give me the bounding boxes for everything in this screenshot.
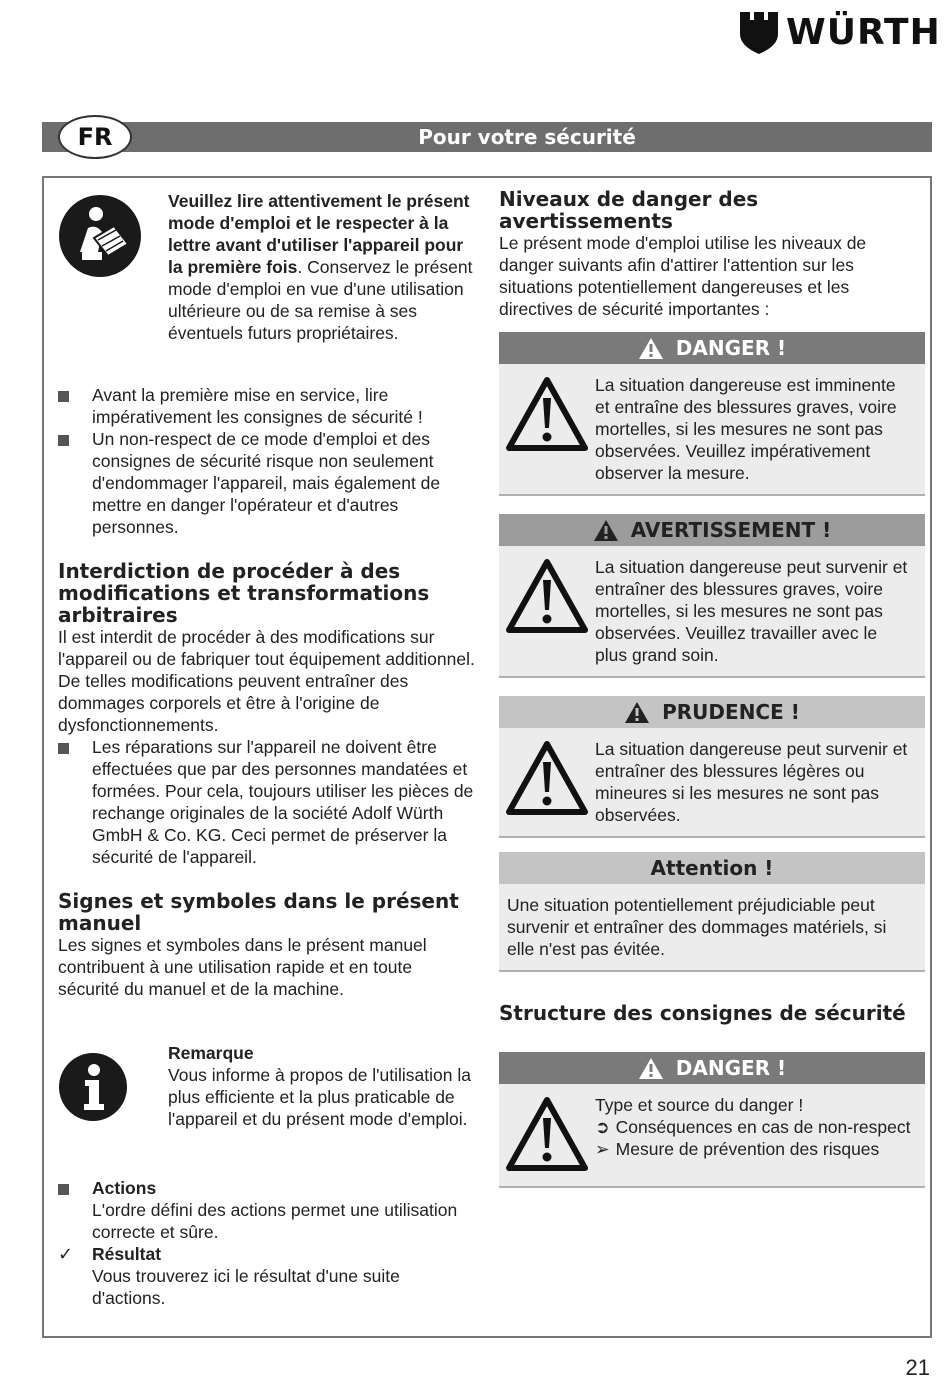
warning-triangle-icon [505, 558, 589, 634]
symbols-text: Les signes et symboles dans le présent manuel contribuent à une utilisation rapide et en toute sécurité du manuel et de la machine. [58, 935, 427, 999]
prevention-text: Mesure de prévention des risques [615, 1139, 880, 1159]
symbols-heading: Signes et symboles dans le présent manuel [58, 889, 459, 935]
section-header-bar [42, 122, 932, 152]
structure-danger-body [499, 1084, 925, 1188]
warning-triangle-icon [624, 701, 650, 724]
modifications-text: Il est interdit de procéder à des modifications sur l'appareil ou de fabriquer tout équipement additionnel. De telles modifications peuvent entraîner des dommages corporels et être à l'origine de dysfonctionnements. [58, 627, 475, 735]
attention-body [499, 884, 925, 972]
attention-box [499, 852, 925, 972]
attention-description: Une situation potentiellement préjudiciable peut survenir et entraîner des dommages matériels, si elle n'est pas évitée. [507, 895, 887, 959]
note-description: Vous informe à propos de l'utilisation la plus efficiente et la plus praticable de l'appareil et du présent mode d'emploi. [168, 1065, 471, 1129]
structure-danger-header [499, 1052, 925, 1084]
right-column [499, 188, 925, 1188]
caution-body [499, 728, 925, 838]
intro-text [168, 190, 478, 344]
caution-description: La situation dangereuse peut survenir et entraîner des blessures légères ou mineures si les mesures ne sont pas observées. [595, 739, 908, 825]
result-item [58, 1243, 478, 1309]
checkmark-icon: ✓ [58, 1244, 74, 1264]
list-item: Avant la première mise en service, lire impérativement les consignes de sécurité ! [58, 384, 478, 428]
intro-block [58, 190, 478, 380]
language-badge: FR [58, 115, 132, 159]
left-column [58, 190, 478, 1309]
result-title: Résultat [92, 1244, 162, 1264]
hazard-type-line: Type et source du danger ! [595, 1095, 804, 1115]
actions-title: Actions [92, 1178, 157, 1198]
wurth-logo [740, 12, 941, 54]
warning-triangle-icon [505, 376, 589, 452]
danger-box [499, 332, 925, 496]
structure-heading: Structure des consignes de sécurité [499, 1001, 906, 1025]
actions-item [58, 1177, 478, 1243]
safety-bullet-list [58, 384, 478, 538]
consequence-text: Conséquences en cas de non-respect [615, 1117, 911, 1137]
result-description: Vous trouverez ici le résultat d'une suite d'actions. [92, 1266, 400, 1308]
prevention-line [595, 1138, 913, 1160]
caution-box [499, 696, 925, 838]
structure-danger-box [499, 1052, 925, 1188]
caution-label: PRUDENCE ! [662, 700, 800, 724]
structure-danger-label: DANGER ! [675, 1056, 787, 1080]
read-manual-icon [58, 194, 142, 278]
actions-description: L'ordre défini des actions permet une utilisation correcte et sûre. [92, 1200, 458, 1242]
list-item: Un non-respect de ce mode d'emploi et des consignes de sécurité risque non seulement d'endommager l'appareil, mais également de mettre en danger l'opérateur et d'autres personnes. [58, 428, 478, 538]
attention-header [499, 852, 925, 884]
danger-description: La situation dangereuse est imminente et entraîne des blessures graves, voire mortelles, si les mesures ne sont pas observées. Veuillez impérativement observer la mesure. [595, 375, 897, 483]
danger-header [499, 332, 925, 364]
intro-bold-text: Veuillez lire attentivement le présent mode d'emploi et le respecter à la lettre avant d'utiliser l'appareil pour la première fois [168, 191, 470, 277]
wurth-emblem-icon [740, 12, 778, 54]
info-icon [58, 1052, 128, 1122]
page-number: 21 [905, 1355, 930, 1380]
warning-triangle-icon [505, 740, 589, 816]
note-block [58, 1042, 478, 1167]
warning-box [499, 514, 925, 678]
arrowhead-icon: ➢ [595, 1139, 610, 1159]
note-title: Remarque [168, 1043, 254, 1063]
consequence-line [595, 1116, 913, 1138]
attention-label: Attention ! [650, 856, 774, 880]
warning-body [499, 546, 925, 678]
page-title: Pour votre sécurité [418, 125, 636, 149]
warning-triangle-icon [505, 1096, 589, 1172]
brand-name: WÜRTH [786, 12, 941, 53]
actions-block [58, 1177, 478, 1309]
square-bullet-icon [58, 1184, 69, 1195]
warning-description: La situation dangereuse peut survenir et entraîner des blessures graves, voire mortelles, si les mesures ne sont pas observées. Veuillez travailler avec le plus grand soin. [595, 557, 908, 665]
danger-levels-intro: Le présent mode d'emploi utilise les niveaux de danger suivants afin d'attirer l'attention sur les situations potentiellement dangereuses et les directives de sécurité importantes : [499, 233, 867, 319]
warning-triangle-icon [638, 1057, 664, 1080]
warning-label: AVERTISSEMENT ! [630, 518, 832, 542]
danger-levels-heading: Niveaux de danger des avertissements [499, 187, 759, 233]
danger-body [499, 364, 925, 496]
caution-header [499, 696, 925, 728]
intro-regular-text: . Conservez le présent mode d'emploi en vue d'une utilisation ultérieure ou de sa remise à ses éventuels futurs propriétaires. [168, 257, 473, 343]
warning-triangle-icon [638, 337, 664, 360]
danger-label: DANGER ! [675, 336, 787, 360]
warning-header [499, 514, 925, 546]
arrow-icon: ➲ [595, 1117, 610, 1137]
repair-bullet-list [58, 736, 478, 868]
list-item: Les réparations sur l'appareil ne doivent être effectuées que par des personnes mandatées et formées. Pour cela, toujours utiliser les pièces de rechange originales de la société Adolf Würth GmbH & Co. KG. Ceci permet de préserver la sécurité de l'appareil. [58, 736, 478, 868]
note-text-block [168, 1042, 478, 1130]
warning-triangle-icon [593, 519, 619, 542]
modifications-heading: Interdiction de procéder à des modifications et transformations arbitraires [58, 559, 430, 627]
